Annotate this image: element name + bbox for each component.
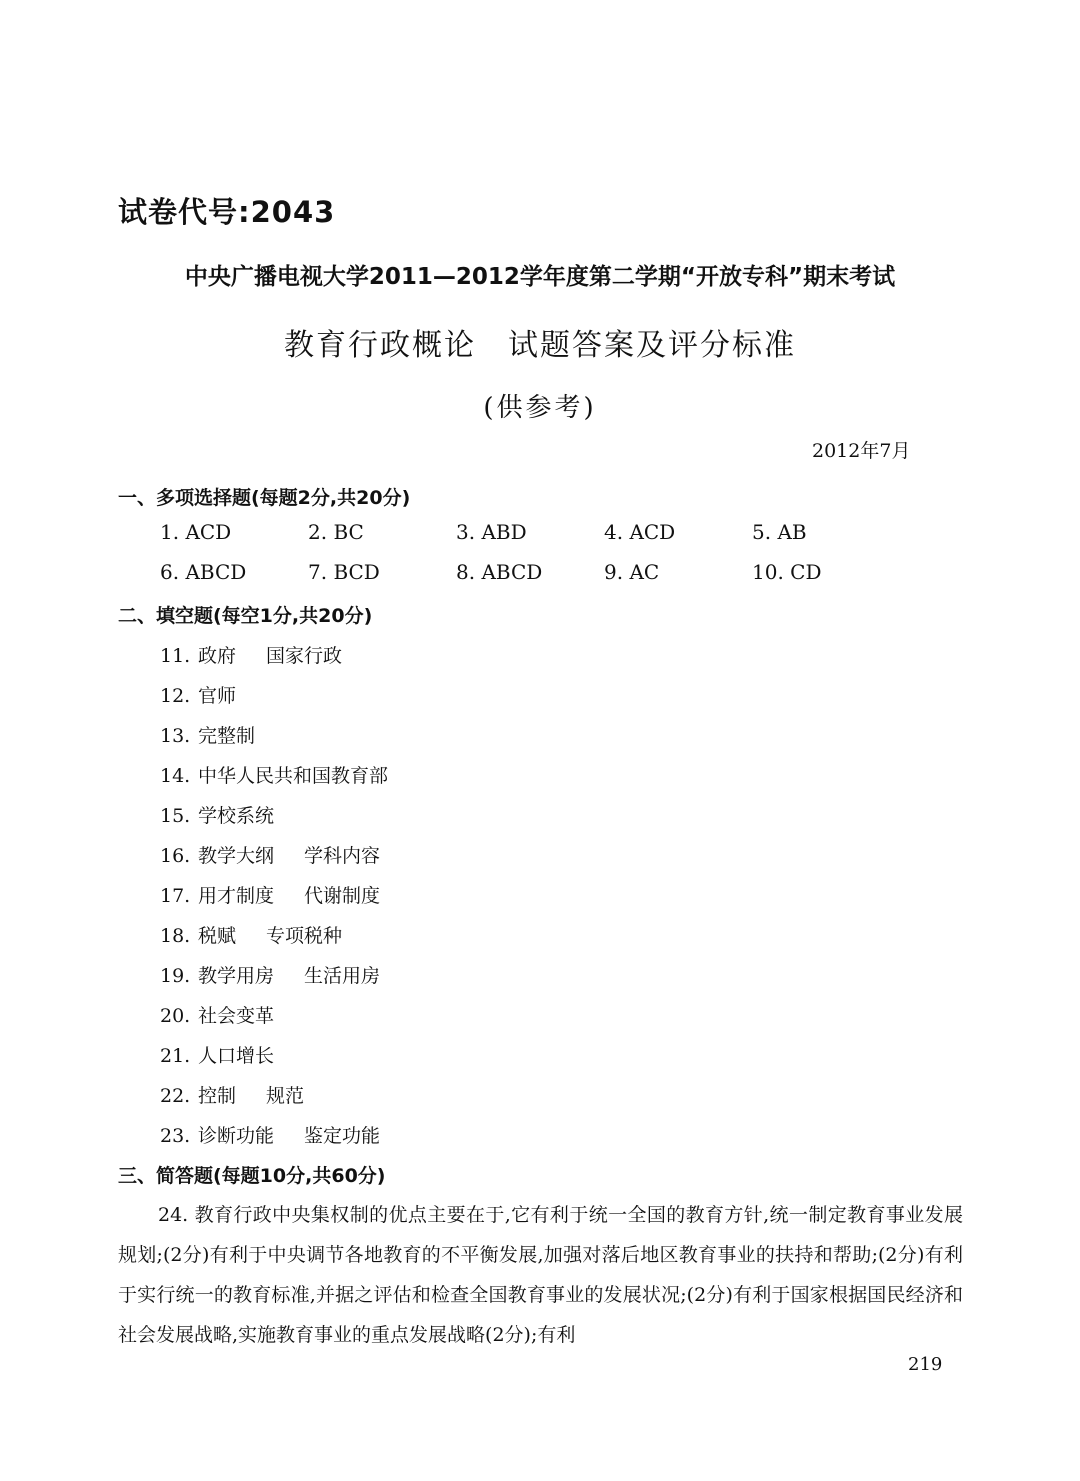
- subject-name: 教育行政概论: [284, 328, 476, 363]
- answer-a: 完整制: [198, 725, 256, 747]
- item-number: 21.: [160, 1045, 191, 1067]
- item-number: 23.: [160, 1125, 191, 1147]
- fill-item: [160, 761, 418, 788]
- answer-b: 代谢制度: [304, 885, 381, 907]
- page-number: 219: [908, 1354, 943, 1375]
- mc-answer: 3. ABD: [456, 520, 527, 544]
- mc-answer: 4. ACD: [604, 520, 676, 544]
- fill-item: [160, 721, 285, 748]
- mc-answer: 7. BCD: [308, 560, 380, 584]
- section-2-heading: 二、填空题(每空1分,共20分): [118, 605, 373, 627]
- mc-answer: 10. CD: [752, 560, 822, 584]
- answer-b: 专项税种: [266, 925, 343, 947]
- answer-a: 教学用房: [198, 965, 275, 987]
- item-number: 11.: [160, 645, 191, 667]
- answer-b: 规范: [266, 1085, 305, 1107]
- item-number: 15.: [160, 805, 191, 827]
- subject-title: [0, 320, 1080, 364]
- item-number: 13.: [160, 725, 191, 747]
- answer-a: 学校系统: [198, 805, 275, 827]
- answer-a: 控制: [198, 1085, 237, 1107]
- mc-answer: 5. AB: [752, 520, 807, 544]
- item-number: 17.: [160, 885, 191, 907]
- mc-answer: 2. BC: [308, 520, 364, 544]
- answer-b: 生活用房: [304, 965, 381, 987]
- item-number: 12.: [160, 685, 191, 707]
- fill-item: [160, 961, 380, 988]
- answer-a: 社会变革: [198, 1005, 275, 1027]
- fill-item: [160, 1001, 304, 1028]
- item-number: 20.: [160, 1005, 191, 1027]
- reference-note: (供参考): [483, 393, 597, 423]
- fill-item: [160, 1081, 304, 1108]
- fill-item: [160, 1121, 380, 1148]
- answer-a: 诊断功能: [198, 1125, 275, 1147]
- answer-a: 中华人民共和国教育部: [198, 765, 389, 787]
- item-number: 14.: [160, 765, 191, 787]
- item-number: 22.: [160, 1085, 191, 1107]
- mc-answer: 9. AC: [604, 560, 660, 584]
- fill-item: [160, 841, 380, 868]
- mc-answer: 8. ABCD: [456, 560, 543, 584]
- answer-subtitle: 试题答案及评分标准: [508, 328, 796, 363]
- answer-a: 税赋: [198, 925, 237, 947]
- mc-answer: 6. ABCD: [160, 560, 247, 584]
- paper-code: 试卷代号:2043: [118, 195, 336, 229]
- answer-a: 人口增长: [198, 1045, 275, 1067]
- section-3-heading: 三、简答题(每题10分,共60分): [118, 1165, 386, 1187]
- fill-item: [160, 921, 342, 948]
- exam-title: 中央广播电视大学2011—2012学年度第二学期“开放专科”期末考试: [184, 264, 896, 290]
- answer-paragraph: [118, 1195, 963, 1355]
- fill-item: [160, 881, 380, 908]
- answer-paragraph-text: 24. 教育行政中央集权制的优点主要在于,它有利于统一全国的教育方针,统一制定教育事业发展规划;(2分)有利于中央调节各地教育的不平衡发展,加强对落后地区教育事业的扶持和帮助;(2分)有利于实行统一的教育标准,并据之评估和检查全国教育事业的发展状况;(2分)有利于国家根据国民经济和社会发展战略,实施教育事业的重点发展战略(2分);有利: [118, 1204, 963, 1346]
- mc-answer: 1. ACD: [160, 520, 232, 544]
- fill-item: [160, 681, 266, 708]
- answer-b: 鉴定功能: [304, 1125, 381, 1147]
- answer-b: 学科内容: [304, 845, 381, 867]
- answer-a: 用才制度: [198, 885, 275, 907]
- fill-item: [160, 641, 342, 668]
- fill-item: [160, 801, 304, 828]
- answer-b: 国家行政: [266, 645, 343, 667]
- fill-item: [160, 1041, 304, 1068]
- answer-a: 政府: [198, 645, 237, 667]
- answer-a: 官师: [198, 685, 237, 707]
- item-number: 18.: [160, 925, 191, 947]
- item-number: 19.: [160, 965, 191, 987]
- exam-date: 2012年7月: [812, 440, 911, 462]
- item-number: 16.: [160, 845, 191, 867]
- answer-a: 教学大纲: [198, 845, 275, 867]
- section-1-heading: 一、多项选择题(每题2分,共20分): [118, 487, 411, 509]
